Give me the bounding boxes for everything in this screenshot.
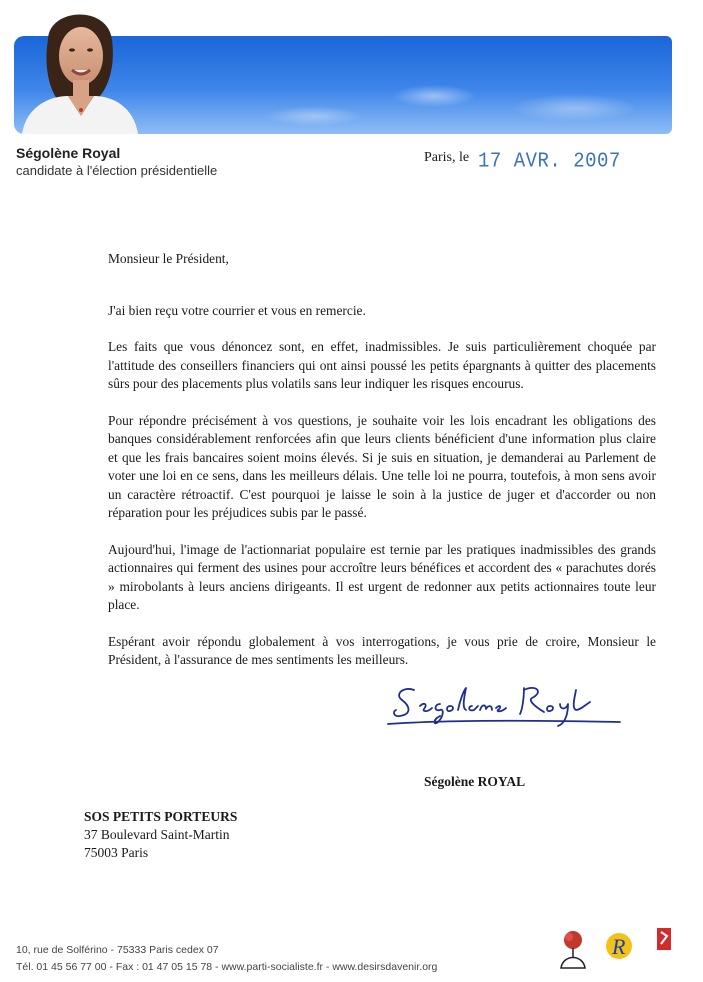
paragraph-2: Les faits que vous dénoncez sont, en effet, inadmissibles. Je suis particulièrement choquée par l'attitude des conseillers financiers qui ont ainsi poussé les petits épargnants à quitter des placements sûrs pour des placements plus volatils sans leur indiquer les risques encourus. xyxy=(108,339,656,391)
sender-name: Ségolène Royal xyxy=(16,145,121,161)
mrc-logo-icon xyxy=(657,928,671,950)
party-logos xyxy=(553,924,683,976)
prg-logo-icon xyxy=(606,933,632,959)
footer-address-line: 10, rue de Solférino - 75333 Paris cedex 07 xyxy=(16,944,219,956)
recipient-address xyxy=(84,808,237,862)
footer-contact-line: Tél. 01 45 56 77 00 - Fax : 01 47 05 15 78 - www.parti-socialiste.fr - www.desirsdavenir.org xyxy=(16,961,438,973)
date-stamp: 17 AVR. 2007 xyxy=(478,148,621,174)
recipient-organization: SOS PETITS PORTEURS xyxy=(84,809,238,824)
ps-rose-logo-icon xyxy=(561,931,585,968)
salutation: Monsieur le Président, xyxy=(108,251,229,266)
footer-address xyxy=(16,942,437,976)
paragraph-3: Pour répondre précisément à vos questions, je souhaite voir les lois encadrant les obligations des banques considérablement renforcées afin que leurs clients bénéficient d'une information plus claire et que les frais bancaires soient moins élevés. Si je suis en situation, je demanderai au Parlement de voter une loi en ce sens, dans les meilleurs délais. Une telle loi ne pourra, toutefois, à mon sens avoir un caractère rétroactif. C'est pourquoi je laisse le soin à la justice de juger et d'accorder ou non réparation pour les préjudices subis par le passé. xyxy=(108,412,656,520)
recipient-street: 37 Boulevard Saint-Martin xyxy=(84,827,230,842)
paragraph-5: Espérant avoir répondu globalement à vos interrogations, je vous prie de croire, Monsieur le Président, à l'assurance de mes sentiments les meilleurs. xyxy=(108,633,656,667)
dateline-place: Paris, le xyxy=(424,150,470,165)
sender-role: candidate à l'élection présidentielle xyxy=(16,163,218,178)
signed-name: Ségolène ROYAL xyxy=(424,774,526,789)
handwritten-signature xyxy=(384,676,624,736)
svg-text:R: R xyxy=(612,934,626,959)
letter-body xyxy=(108,250,656,688)
portrait-photo xyxy=(18,0,138,134)
paragraph-4: Aujourd'hui, l'image de l'actionnariat populaire est ternie par les pratiques inadmissibles des grands actionnaires qui ferment des usines pour accroître leurs bénéfices et accordent des « parachutes dorés » mirobolants à leurs anciens dirigeants. Il est urgent de redonner aux petits actionnaires toute leur place. xyxy=(108,541,656,612)
paragraph-1: J'ai bien reçu votre courrier et vous en remercie. xyxy=(108,302,366,318)
recipient-city: 75003 Paris xyxy=(84,845,149,860)
